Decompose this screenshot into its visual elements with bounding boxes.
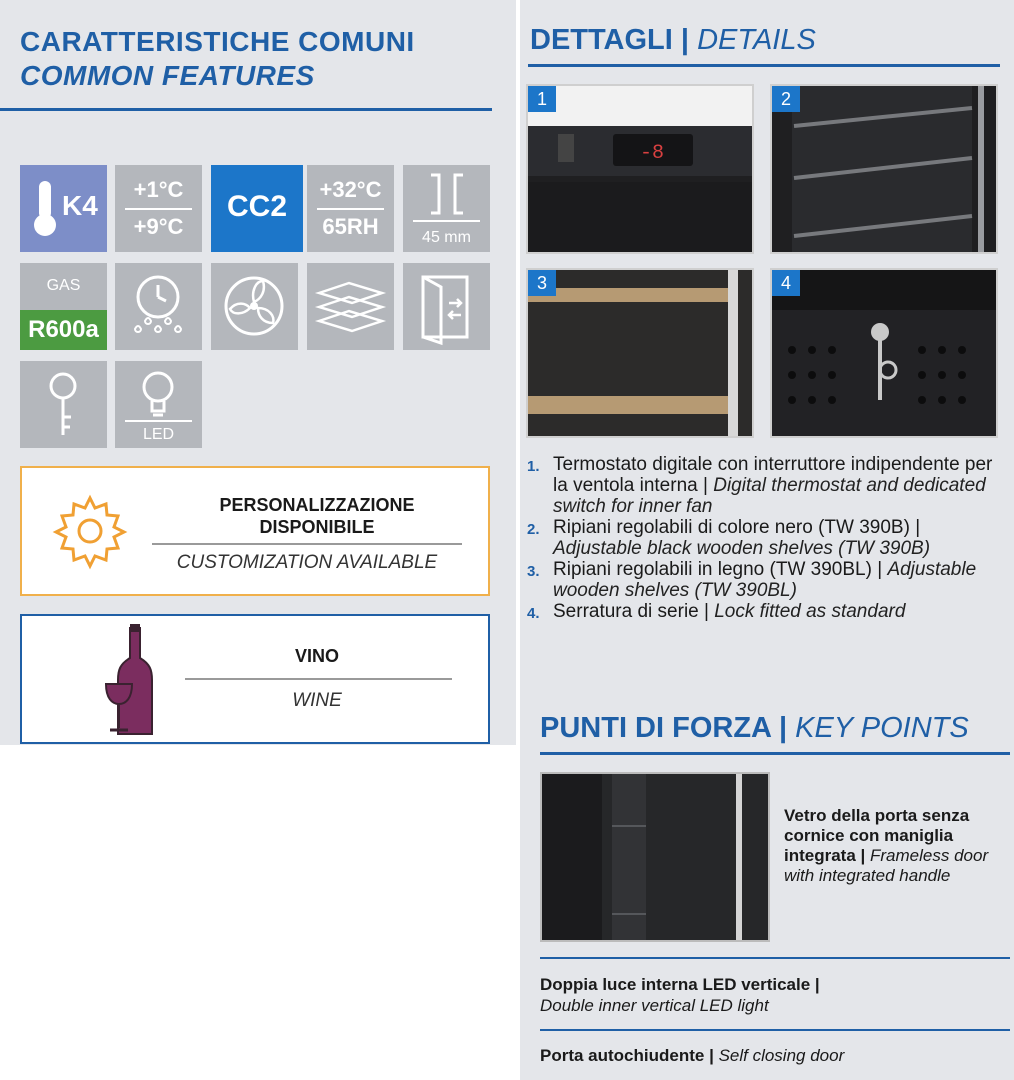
temp-min: +9°C [133, 214, 184, 239]
details-item-1-number: 1. [527, 458, 540, 475]
details-item-3 [527, 559, 1007, 601]
svg-text:-8: -8 [640, 142, 665, 165]
customization-divider [152, 543, 462, 545]
lock-tile [20, 361, 107, 448]
key-point-3-it: Porta autochiudente | [540, 1046, 714, 1065]
range-divider [125, 208, 192, 210]
category-box [20, 614, 490, 744]
fan-icon [211, 263, 298, 350]
details-item-2-en: Adjustable black wooden shelves (TW 390B) [553, 538, 931, 559]
photo-4-number: 4 [772, 270, 800, 296]
defrost-tile [115, 263, 202, 350]
detail-photo-3 [526, 268, 754, 438]
details-item-4 [527, 601, 1007, 622]
key-points-title-en: KEY POINTS [795, 712, 969, 744]
key-point-divider-2 [540, 1029, 1010, 1031]
led-tile [115, 361, 202, 448]
customization-box [20, 466, 490, 596]
shelves-icon [307, 263, 394, 350]
insulation-value: 45 mm [422, 229, 471, 246]
key-points-title [540, 712, 969, 745]
key-point-2 [540, 974, 820, 1016]
photo-2-number: 2 [772, 86, 800, 112]
details-title [530, 24, 816, 57]
details-list [527, 454, 1007, 622]
photo-1-number: 1 [528, 86, 556, 112]
led-label: LED [142, 426, 175, 443]
shelves-tile [307, 263, 394, 350]
details-item-1 [527, 454, 1007, 517]
details-item-2-it: Ripiani regolabili di colore nero (TW 390B) | [553, 517, 921, 538]
key-points-title-it: PUNTI DI FORZA [540, 712, 771, 744]
category-title: VINO [294, 646, 339, 666]
category-subtitle: WINE [292, 690, 342, 711]
customization-subtitle: CUSTOMIZATION AVAILABLE [176, 552, 438, 573]
details-title-it: DETTAGLI [530, 24, 673, 56]
ambient-class-tile [211, 165, 303, 252]
detail-photo-1 [526, 84, 754, 254]
insulation-tile [403, 165, 490, 252]
details-divider [528, 64, 1000, 67]
details-title-separator: | [680, 24, 690, 56]
details-item-1-en: Digital thermostat and dedicated switch for inner fan [553, 475, 986, 517]
key-point-1 [784, 806, 1009, 886]
key-icon [20, 361, 107, 448]
details-item-2-number: 2. [527, 521, 540, 538]
details-item-4-en: Lock fitted as standard [714, 601, 906, 622]
gas-label: GAS [46, 277, 81, 294]
fan-tile [211, 263, 298, 350]
details-item-2 [527, 517, 1007, 559]
key-point-2-en: Double inner vertical LED light [540, 996, 769, 1015]
gas-tile [20, 263, 107, 350]
key-point-3-en: Self closing door [718, 1046, 845, 1065]
gas-value: R600a [20, 310, 107, 350]
climate-class-value: K4 [62, 190, 98, 221]
reversible-door-icon [403, 263, 490, 350]
temp-max: +1°C [133, 177, 184, 202]
category-divider [185, 678, 452, 680]
key-point-2-it: Doppia luce interna LED verticale | [540, 975, 820, 994]
customization-title: PERSONALIZZAZIONE DISPONIBILE [219, 495, 415, 537]
key-points-title-separator: | [778, 712, 788, 744]
gear-icon [50, 490, 130, 570]
climate-class-tile [20, 165, 107, 252]
common-features-title-en: COMMON FEATURES [20, 60, 315, 91]
details-item-3-number: 3. [527, 563, 540, 580]
key-point-1-en: Frameless door with integrated handle [784, 846, 989, 885]
detail-photo-2 [770, 84, 998, 254]
title-divider [0, 108, 492, 111]
details-item-4-number: 4. [527, 605, 540, 622]
temperature-range-tile [115, 165, 202, 252]
common-features-title-it: CARATTERISTICHE COMUNI [20, 26, 415, 57]
details-title-en: DETAILS [697, 24, 816, 56]
details-item-1-it: Termostato digitale con interruttore indipendente per la ventola interna | [553, 454, 993, 496]
ambient-rh: 65RH [322, 214, 379, 239]
wine-bottle-icon [100, 624, 170, 739]
key-point-divider-1 [540, 957, 1010, 959]
photo-3-number: 3 [528, 270, 556, 296]
key-point-3 [540, 1045, 844, 1066]
reversible-door-tile [403, 263, 490, 350]
key-points-divider [540, 752, 1010, 755]
defrost-timer-icon [115, 263, 202, 350]
led-bulb-icon [115, 361, 202, 431]
ambient-conditions-tile [307, 165, 394, 252]
details-item-4-it: Serratura di serie | [553, 601, 709, 622]
insulation-icon [403, 165, 490, 225]
details-item-3-it: Ripiani regolabili in legno (TW 390BL) | [553, 559, 883, 580]
detail-photo-4 [770, 268, 998, 438]
details-item-3-en: Adjustable wooden shelves (TW 390BL) [553, 559, 977, 601]
ambient-class-value: CC2 [226, 190, 287, 223]
key-point-photo [540, 772, 770, 942]
ambient-divider [317, 208, 384, 210]
ambient-temp: +32°C [319, 177, 382, 202]
key-point-1-it: Vetro della porta senza cornice con maniglia integrata | [784, 806, 970, 865]
thermometer-icon [30, 179, 60, 239]
